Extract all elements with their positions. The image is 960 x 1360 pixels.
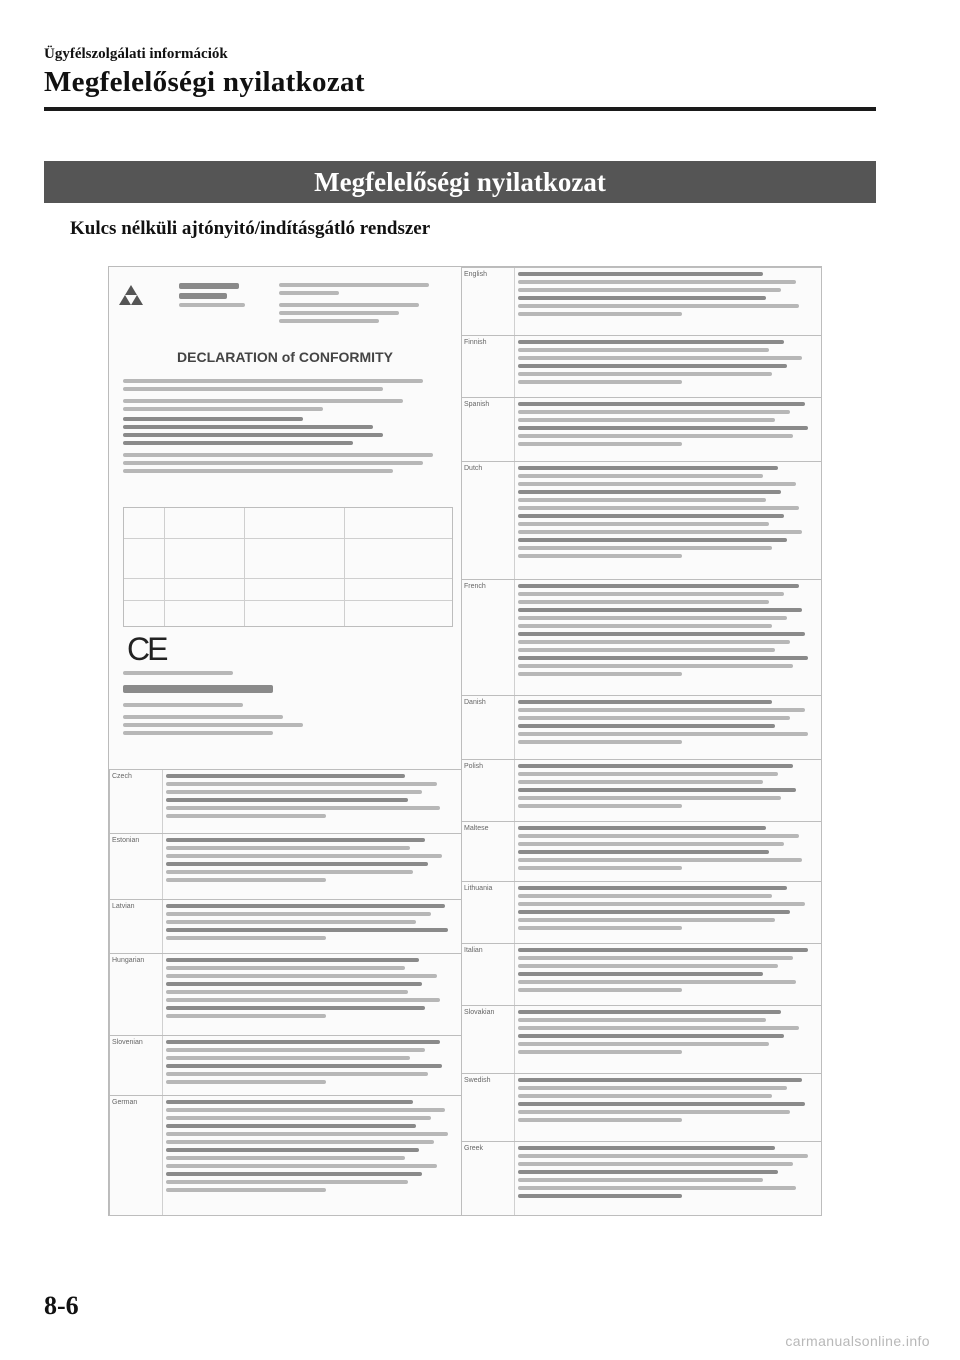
language-text-lines [518,948,817,996]
language-row [462,580,822,696]
language-name: Estonian [112,837,140,844]
language-name: Maltese [464,825,489,832]
language-row [462,760,822,822]
declaration-scan [108,266,822,1216]
language-row [462,1142,822,1216]
column-divider [162,1096,163,1215]
page-number: 8-6 [44,1291,79,1320]
column-divider [514,398,515,461]
language-name: French [464,583,486,590]
language-name: Italian [464,947,483,954]
language-row [110,900,462,954]
ce-mark: CE [127,631,166,667]
company-logo [117,281,177,321]
language-table-left [109,769,462,1216]
logo-lettering [179,283,249,311]
language-row [110,770,462,834]
title-rule [44,107,876,111]
column-divider [514,1006,515,1073]
column-divider [514,882,515,943]
language-row [462,822,822,882]
language-row [110,1036,462,1096]
standards-table [123,507,453,627]
language-name: Slovenian [112,1039,143,1046]
section-banner: Megfelelőségi nyilatkozat [44,161,876,203]
language-text-lines [518,1010,817,1058]
language-name: Hungarian [112,957,145,964]
language-text-lines [518,466,817,562]
language-row [110,834,462,900]
language-text-lines [166,1100,457,1196]
language-text-lines [518,886,817,934]
language-row [462,398,822,462]
language-name: Finnish [464,339,487,346]
language-name: Spanish [464,401,490,408]
column-divider [514,1074,515,1141]
language-text-lines [518,340,817,388]
language-name: Greek [464,1145,484,1152]
language-row [462,462,822,580]
language-row [462,882,822,944]
language-text-lines [166,774,457,822]
section-label: Ügyfélszolgálati információk [44,46,228,62]
language-name: English [464,271,487,278]
column-divider [162,1036,163,1095]
column-divider [514,696,515,759]
column-divider [514,1142,515,1215]
subheading: Kulcs nélküli ajtónyitó/indításgátló rendszer [70,218,431,239]
language-row [462,336,822,398]
language-text-lines [518,826,817,874]
language-name: Czech [112,773,132,780]
column-divider [162,954,163,1035]
language-text-lines [518,700,817,748]
column-divider [514,822,515,881]
language-text-lines [166,1040,457,1088]
language-row [110,1096,462,1216]
language-name: German [112,1099,138,1106]
declaration-main [109,267,461,769]
letterhead-lines [279,283,449,327]
language-text-lines [166,838,457,886]
language-text-lines [518,402,817,450]
language-text-lines [518,764,817,812]
column-divider [162,900,163,953]
language-name: Slovakian [464,1009,495,1016]
language-name: Latvian [112,903,135,910]
language-text-lines [518,272,817,320]
language-text-lines [166,904,457,944]
column-divider [514,944,515,1005]
language-row [462,944,822,1006]
language-row [462,268,822,336]
language-name: Dutch [464,465,483,472]
language-row [462,1074,822,1142]
language-text-lines [166,958,457,1022]
language-text-lines [518,1078,817,1126]
language-name: Polish [464,763,484,770]
column-divider [162,770,163,833]
language-text-lines [518,584,817,680]
language-table-right [461,267,822,1216]
language-text-lines [518,1146,817,1202]
language-name: Danish [464,699,486,706]
declaration-body-text [123,379,453,477]
page-title: Megfelelőségi nyilatkozat [44,66,365,98]
declaration-heading: DECLARATION of CONFORMITY [177,349,393,365]
column-divider [514,580,515,695]
language-row [462,696,822,760]
language-row [462,1006,822,1074]
language-name: Swedish [464,1077,491,1084]
signature-block [123,671,423,739]
watermark: carmanualsonline.info [785,1333,930,1349]
column-divider [514,336,515,397]
language-row [110,954,462,1036]
column-divider [514,760,515,821]
column-divider [514,268,515,335]
column-divider [162,834,163,899]
language-name: Lithuania [464,885,493,892]
column-divider [514,462,515,579]
